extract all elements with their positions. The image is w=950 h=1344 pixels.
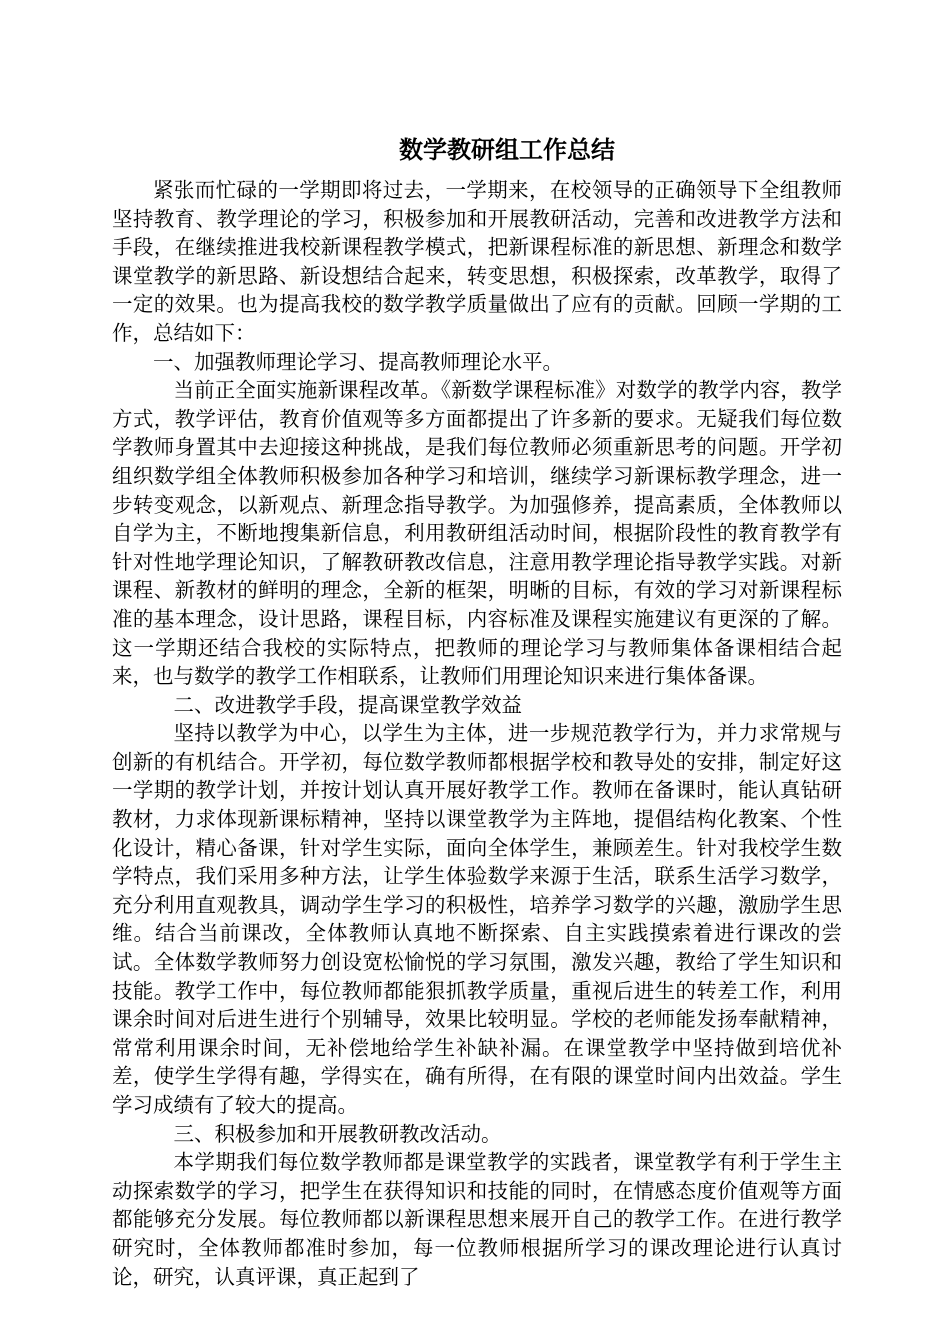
section-3-paragraph: 本学期我们每位数学教师都是课堂教学的实践者，课堂教学有利于学生主动探索数学的学习，把学生在获得知识和技能的同时，在情感态度价值观等方面都能够充分发展。每位教师都以新课程思想来展开自己的教学工作。在进行教学研究时，全体教师都准时参加，每一位教师根据所学习的课改理论进行认真讨论，研究，认真评课，真正起到了 bbox=[112, 1150, 842, 1289]
section-1-heading: 一、加强教师理论学习、提高教师理论水平。 bbox=[153, 349, 563, 374]
section-2-heading: 二、改进教学手段，提高课堂教学效益 bbox=[173, 692, 522, 717]
section-1-paragraph: 当前正全面实施新课程改革。《新数学课程标准》对数学的教学内容，教学方式，教学评估，教育价值观等多方面都提出了许多新的要求。无疑我们每位数学教师身置其中去迎接这种挑战，是我们每位教师必须重新思考的问题。开学初组织数学组全体教师积极参加各种学习和培训，继续学习新课标教学理念，进一步转变观念，以新观点、新理念指导教学。为加强修养，提高素质，全体教师以自学为主，不断地搜集新信息，利用教研组活动时间，根据阶段性的教育教学有针对性地学理论知识，了解教研教改信息，注意用教学理论指导教学实践。对新课程、新教材的鲜明的理念，全新的框架，明晰的目标，有效的学习对新课程标准的基本理念，设计思路，课程目标，内容标准及课程实施建议有更深的了解。这一学期还结合我校的实际特点，把教师的理论学习与教师集体备课相结合起来，也与数学的教学工作相联系，让教师们用理论知识来进行集体备课。 bbox=[112, 378, 842, 689]
section-3-heading: 三、积极参加和开展教研教改活动。 bbox=[173, 1121, 502, 1146]
intro-paragraph: 紧张而忙碌的一学期即将过去，一学期来，在校领导的正确领导下全组教师坚持教育、教学理论的学习，积极参加和开展教研活动，完善和改进教学方法和手段，在继续推进我校新课程教学模式，把新课程标准的新思想、新理念和数学课堂教学的新思路、新设想结合起来，转变思想，积极探索，改革教学，取得了一定的效果。也为提高我校的数学教学质量做出了应有的贡献。回顾一学期的工作，总结如下： bbox=[112, 178, 842, 345]
section-2-paragraph: 坚持以教学为中心，以学生为主体，进一步规范教学行为，并力求常规与创新的有机结合。开学初，每位数学教师都根据学校和教导处的安排，制定好这一学期的教学计划，并按计划认真开展好教学工作。教师在备课时，能认真钻研教材，力求体现新课标精神，坚持以课堂教学为主阵地，提倡结构化教案、个性化设计，精心备课，针对学生实际，面向全体学生，兼顾差生。针对我校学生数学特点，我们采用多种方法，让学生体验数学来源于生活，联系生活学习数学，充分利用直观教具，调动学生学习的积极性，培养学习数学的兴趣，激励学生思维。结合当前课改，全体教师认真地不断探索、自主实践摸索着进行课改的尝试。全体数学教师努力创设宽松愉悦的学习氛围，激发兴趣，教给了学生知识和技能。教学工作中，每位教师都能狠抓教学质量，重视后进生的转差工作，利用课余时间对后进生进行个别辅导，效果比较明显。学校的老师能发扬奉献精神，常常利用课余时间，无补偿地给学生补缺补漏。在课堂教学中坚持做到培优补差，使学生学得有趣，学得实在，确有所得，在有限的课堂时间内出效益。学生学习成绩有了较大的提高。 bbox=[112, 721, 842, 1117]
document-page bbox=[112, 130, 842, 1291]
document-title: 数学教研组工作总结 bbox=[399, 136, 615, 164]
